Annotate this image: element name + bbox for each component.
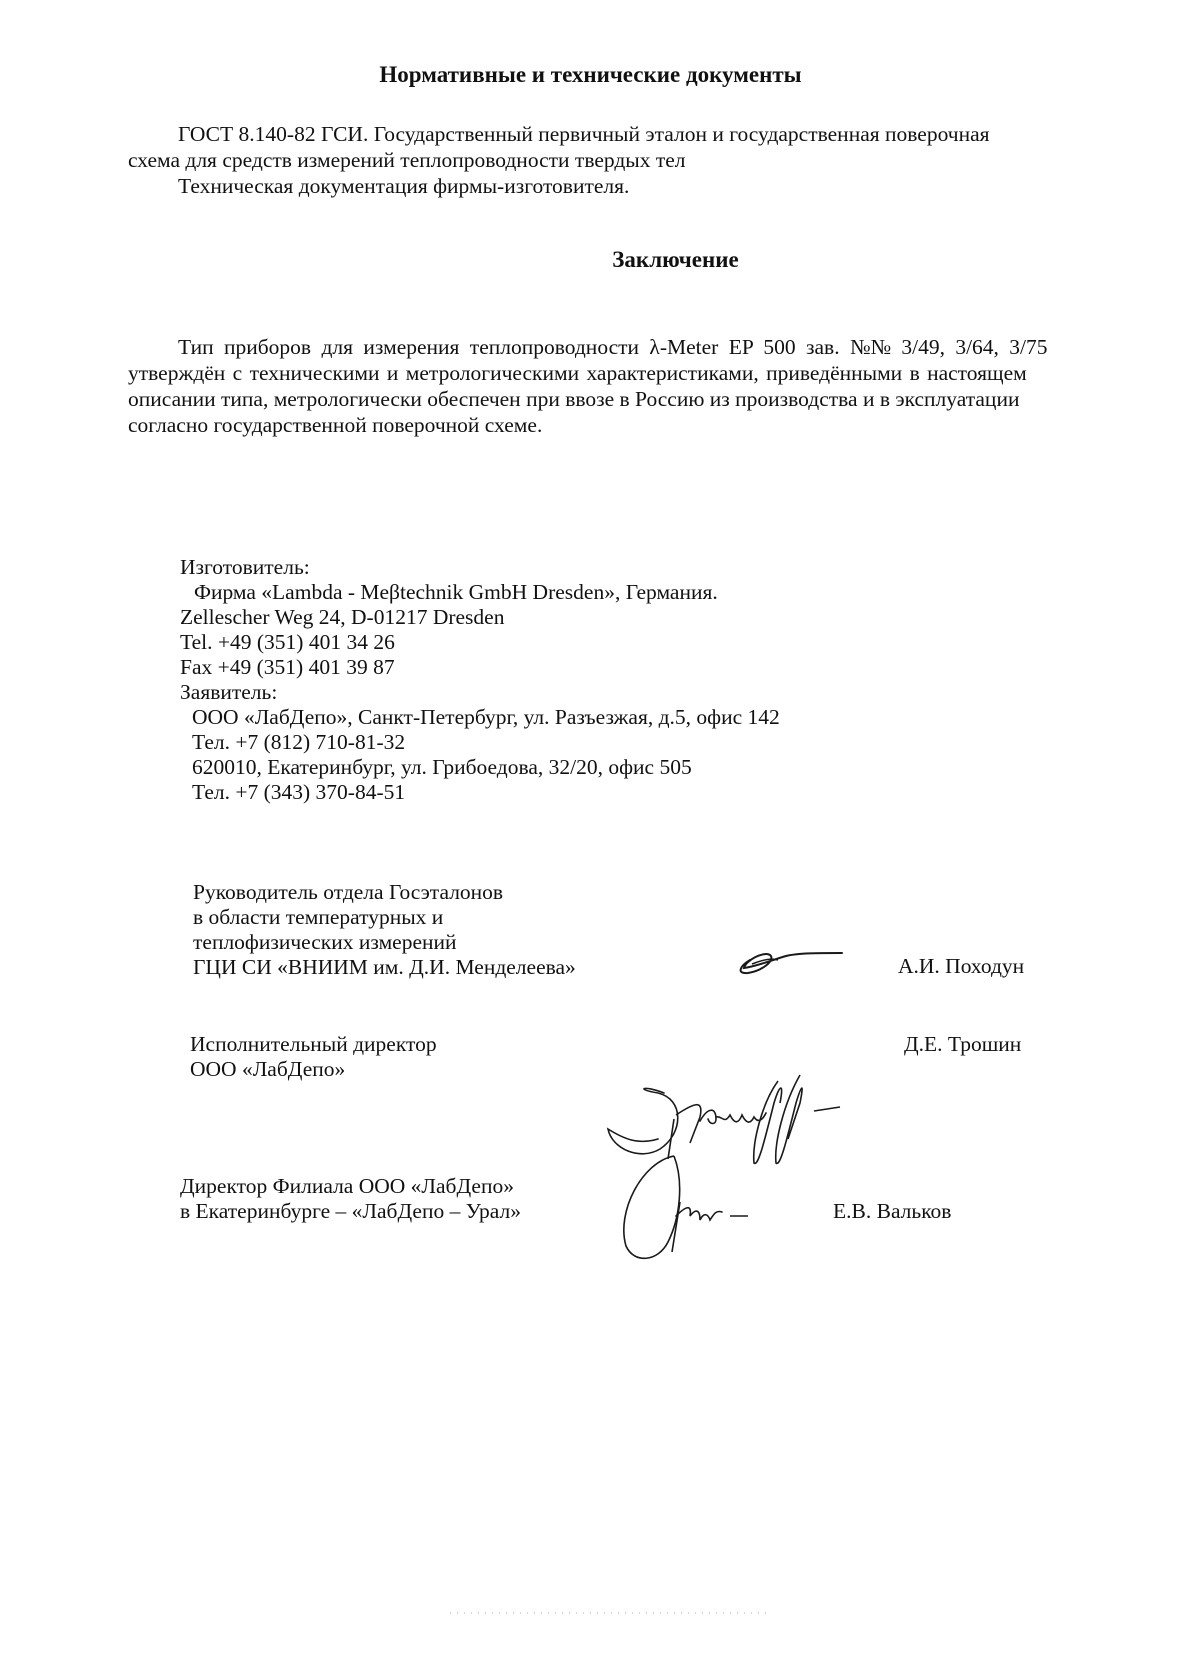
signatory-3-title-line-2: в Екатеринбурге – «ЛабДепо – Урал»: [180, 1199, 521, 1223]
scan-artifact: [450, 1612, 770, 1614]
signature-valkov-icon: [612, 1152, 762, 1267]
conclusion-line-4: согласно государственной поверочной схеме.: [128, 413, 543, 437]
manufacturer-company: Фирма «Lambda - Meβtechnik GmbH Dresden», Германия.: [194, 580, 718, 604]
signatory-1-title-line-3: теплофизических измерений: [193, 930, 457, 954]
conclusion-heading: Заключение: [612, 247, 739, 272]
applicant-tel-spb: Тел. +7 (812) 710-81-32: [192, 730, 406, 754]
signatory-3-title-line-1: Директор Филиала ООО «ЛабДепо»: [180, 1174, 514, 1198]
signatory-2-name: Д.Е. Трошин: [904, 1032, 1022, 1056]
gost-reference-line2: схема для средств измерений теплопроводности твердых тел: [128, 148, 686, 172]
normative-docs-heading: Нормативные и технические документы: [379, 62, 802, 87]
signature-pokhodun-icon: [732, 938, 847, 978]
gost-reference-line1: ГОСТ 8.140-82 ГСИ. Государственный первичный эталон и государственная поверочная: [178, 122, 990, 146]
manufacturer-address: Zellescher Weg 24, D-01217 Dresden: [180, 605, 505, 629]
conclusion-line-2: утверждён с техническими и метрологическими характеристиками, приведёнными в настоящем: [128, 361, 1027, 385]
signatory-2-title-line-1: Исполнительный директор: [190, 1032, 437, 1056]
signatory-3-name: Е.В. Вальков: [833, 1199, 952, 1223]
conclusion-line-3: описании типа, метрологически обеспечен при ввозе в Россию из производства и в эксплуатации: [128, 387, 1020, 411]
manufacturer-label: Изготовитель:: [180, 555, 310, 579]
manufacturer-fax: Fax +49 (351) 401 39 87: [180, 655, 395, 679]
manufacturer-tel: Tel. +49 (351) 401 34 26: [180, 630, 395, 654]
signatory-1-name: А.И. Походун: [898, 954, 1025, 978]
applicant-tel-ekb: Тел. +7 (343) 370-84-51: [192, 780, 406, 804]
applicant-address-ekb: 620010, Екатеринбург, ул. Грибоедова, 32/20, офис 505: [192, 755, 692, 779]
manufacturer-tech-docs: Техническая документация фирмы-изготовителя.: [178, 174, 630, 198]
signatory-1-title-line-2: в области температурных и: [193, 905, 444, 929]
conclusion-line-1: Тип приборов для измерения теплопроводности λ-Meter EP 500 зав. №№ 3/49, 3/64, 3/75: [178, 335, 1048, 359]
signatory-1-title-line-1: Руководитель отдела Госэталонов: [193, 880, 504, 904]
applicant-company-address: ООО «ЛабДепо», Санкт-Петербург, ул. Разъезжая, д.5, офис 142: [192, 705, 780, 729]
applicant-label: Заявитель:: [180, 680, 278, 704]
signatory-2-title-line-2: ООО «ЛабДепо»: [190, 1057, 346, 1081]
signatory-1-title-line-4: ГЦИ СИ «ВНИИМ им. Д.И. Менделеева»: [193, 955, 576, 979]
